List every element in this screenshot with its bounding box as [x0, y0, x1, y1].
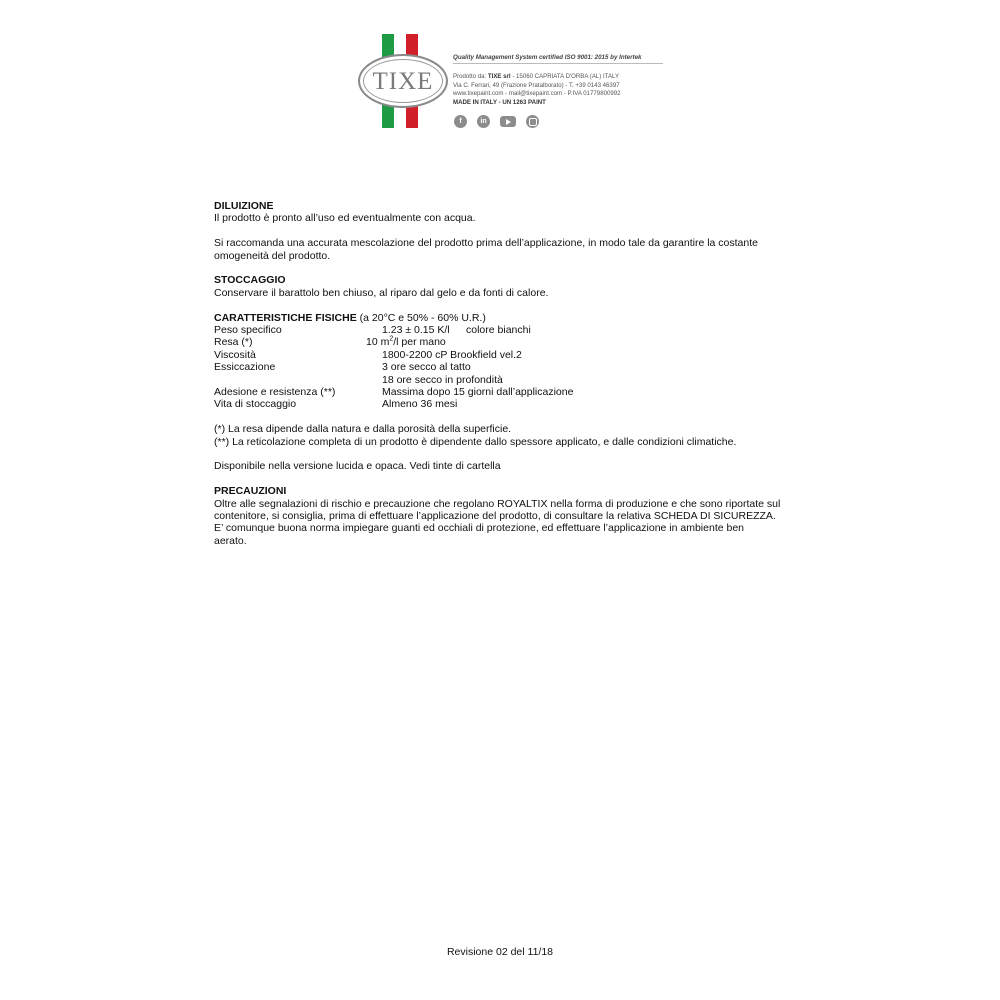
producer-location: - 15060 CAPRIATA D'ORBA (AL) ITALY: [512, 73, 620, 80]
availability-text: Disponibile nella versione lucida e opaca. Vedi tinte di cartella: [214, 460, 501, 473]
tixe-logo: [358, 54, 448, 108]
web-contact-line: www.tixepaint.com - mail@tixepaint.com - P.IVA 01779800992: [453, 90, 621, 98]
logo-text: TIXE: [372, 67, 434, 95]
spec-label: Resa (*): [214, 336, 253, 349]
spec-value: 1800-2200 cP Brookfield vel.2: [382, 348, 522, 361]
address-line: Via C. Ferrari, 49 (Frazione Pratalborato) - T. +39 0143 46397: [453, 81, 620, 89]
spec-value: Almeno 36 mesi: [382, 398, 458, 411]
caratteristiche-heading-line: [214, 312, 804, 324]
spec-row-vita: [214, 398, 804, 410]
footnote-2: (**) La reticolazione completa di un prodotto è dipendente dallo spessore applicato, e dalle condizioni climatiche.: [214, 435, 737, 448]
producer-line: [453, 73, 663, 82]
linkedin-icon[interactable]: in: [477, 115, 490, 128]
document-body: [214, 200, 804, 547]
spec-label: Peso specifico: [214, 324, 282, 337]
made-in-italy-line: MADE IN ITALY - UN 1263 PAINT: [453, 98, 546, 106]
spec-row-essiccazione: [214, 361, 804, 373]
spec-label: Adesione e resistenza (**): [214, 385, 336, 398]
spec-value: 10 $m^2/l$ per mano: [366, 335, 446, 349]
mixing-text-line-1: Si raccomanda una accurata mescolazione del prodotto prima dell’applicazione, in modo tale da garantire la costante: [214, 237, 758, 250]
stoccaggio-text: Conservare il barattolo ben chiuso, al riparo dal gelo e da fonti di calore.: [214, 286, 549, 299]
spec-value: 1.23 ± 0.15 K/l: [382, 324, 450, 337]
spec-label: Viscosità: [214, 348, 256, 361]
company-info: [453, 54, 663, 107]
stoccaggio-heading: STOCCAGGIO: [214, 274, 286, 287]
spec-label: Vita di stoccaggio: [214, 398, 297, 411]
instagram-icon[interactable]: [526, 115, 539, 128]
producer-name: TIXE srl: [487, 73, 511, 80]
spec-row-peso: [214, 324, 804, 336]
youtube-icon[interactable]: [500, 116, 516, 127]
spec-value: 18 ore secco in profondità: [382, 373, 503, 386]
producer-prefix: Prodotto da:: [453, 73, 487, 80]
mixing-text-line-2: omogeneità del prodotto.: [214, 249, 331, 262]
precauzioni-line-2: contenitore, si consiglia, prima di effettuare l’applicazione del prodotto, di consultare la relativa SCHEDA DI SICUREZZA.: [214, 509, 776, 522]
spec-row-adesione: [214, 386, 804, 398]
footnote-1: (*) La resa dipende dalla natura e dalla porosità della superficie.: [214, 423, 512, 436]
facebook-icon[interactable]: f: [454, 115, 467, 128]
precauzioni-line-3: E’ comunque buona norma impiegare guanti ed occhiali di protezione, ed effettuare l’applicazione in ambiente ben: [214, 522, 745, 535]
spec-extra: colore bianchi: [466, 324, 531, 337]
diluizione-text: Il prodotto è pronto all’uso ed eventualmente con acqua.: [214, 212, 476, 225]
spec-value: Massima dopo 15 giorni dall’applicazione: [382, 385, 574, 398]
diluizione-heading: DILUIZIONE: [214, 200, 274, 212]
certification-line: Quality Management System certified ISO 9001: 2015 by Intertek: [453, 54, 663, 64]
revision-footer: Revisione 02 del 11/18: [446, 946, 554, 958]
spec-value: 3 ore secco al tatto: [382, 361, 471, 374]
caratteristiche-heading: CARATTERISTICHE FISICHE: [214, 311, 357, 324]
spec-row-viscosita: [214, 349, 804, 361]
social-links: [454, 115, 539, 128]
spec-row-resa: [214, 336, 804, 348]
precauzioni-line-4: aerato.: [214, 534, 247, 547]
spec-label: Essiccazione: [214, 361, 276, 374]
caratteristiche-conditions: (a 20°C e 50% - 60% U.R.): [359, 311, 486, 324]
spec-row-essiccazione-2: [214, 374, 804, 386]
precauzioni-line-1: Oltre alle segnalazioni di rischio e precauzione che regolano ROYALTIX nella forma di produzione e che sono riportate sul: [214, 497, 781, 510]
precauzioni-heading: PRECAUZIONI: [214, 485, 287, 498]
